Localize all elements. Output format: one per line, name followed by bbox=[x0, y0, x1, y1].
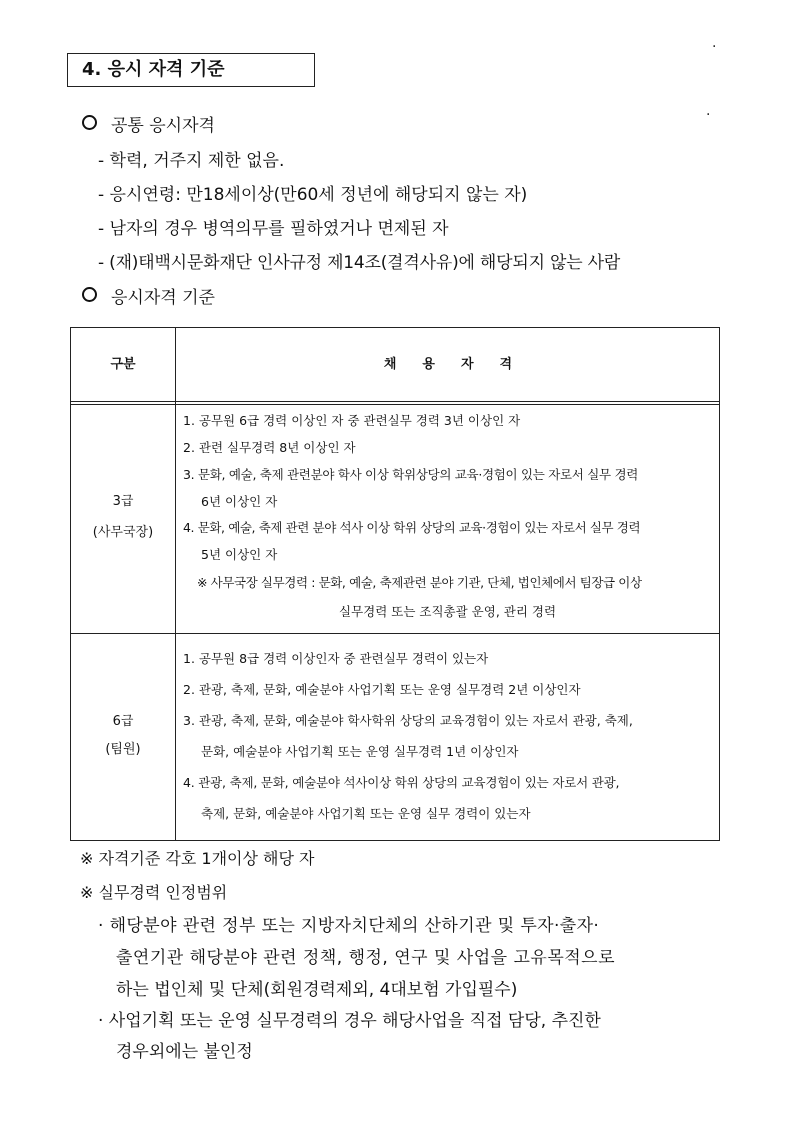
requirement-note: 실무경력 또는 조직총괄 운영, 관리 경력 bbox=[339, 604, 557, 619]
common-item: - (재)태백시문화재단 인사규정 제14조(결격사유)에 해당되지 않는 사람 bbox=[98, 253, 621, 273]
requirement-line: 5년 이상인 자 bbox=[201, 547, 278, 562]
requirement-line: 3. 문화, 예술, 축제 관련분야 학사 이상 학위상당의 교육·경험이 있는 자로서 실무 경력 bbox=[183, 467, 639, 482]
header-divider bbox=[71, 401, 719, 405]
circle-bullet-icon bbox=[82, 115, 97, 130]
requirement-line: 2. 관련 실무경력 8년 이상인 자 bbox=[183, 440, 356, 455]
common-heading-text: 공통 응시자격 bbox=[111, 116, 215, 136]
requirement-line: 1. 공무원 6급 경력 이상인 자 중 관련실무 경력 3년 이상인 자 bbox=[183, 413, 521, 428]
scan-dot: · bbox=[712, 39, 717, 55]
note-scope-heading: ※ 실무경력 인정범위 bbox=[80, 883, 228, 902]
scope-line: 하는 법인체 및 단체(회원경력제외, 4대보험 가입필수) bbox=[116, 980, 518, 1000]
note-criteria: ※ 자격기준 각호 1개이상 해당 자 bbox=[80, 849, 315, 868]
requirement-line: 3. 관광, 축제, 문화, 예술분야 학사학위 상당의 교육경험이 있는 자로서 관광, 축제, bbox=[183, 713, 633, 728]
requirement-line: 4. 문화, 예술, 축제 관련 분야 석사 이상 학위 상당의 교육·경험이 있는 자로서 실무 경력 bbox=[183, 520, 641, 535]
requirement-line: 6년 이상인 자 bbox=[201, 494, 278, 509]
scope-line: 경우외에는 불인정 bbox=[116, 1042, 253, 1062]
table-header-category: 구분 bbox=[110, 357, 136, 372]
grade-role: (사무국장) bbox=[92, 525, 154, 540]
scope-line: · 해당분야 관련 정부 또는 지방자치단체의 산하기관 및 투자·출자· bbox=[98, 916, 600, 936]
circle-bullet-icon bbox=[82, 287, 97, 302]
requirement-line: 2. 관광, 축제, 문화, 예술분야 사업기획 또는 운영 실무경력 2년 이상인자 bbox=[183, 682, 581, 697]
criteria-heading-text: 응시자격 기준 bbox=[111, 288, 215, 308]
table-header-qualification: 채용자격 bbox=[383, 357, 539, 372]
grade-label: 3급 bbox=[112, 494, 134, 509]
requirements-table bbox=[70, 327, 720, 841]
scope-line: · 사업기획 또는 운영 실무경력의 경우 해당사업을 직접 담당, 추진한 bbox=[98, 1011, 601, 1031]
scope-line: 출연기관 해당분야 관련 정책, 행정, 연구 및 사업을 고유목적으로 bbox=[116, 948, 616, 968]
requirement-line: 문화, 예술분야 사업기획 또는 운영 실무경력 1년 이상인자 bbox=[201, 744, 519, 759]
scan-dot: · bbox=[706, 107, 711, 123]
requirement-line: 축제, 문화, 예술분야 사업기획 또는 운영 실무 경력이 있는자 bbox=[201, 806, 531, 821]
requirement-line: 4. 관광, 축제, 문화, 예술분야 석사이상 학위 상당의 교육경험이 있는 자로서 관광, bbox=[183, 775, 620, 790]
common-item: - 응시연령: 만18세이상(만60세 정년에 해당되지 않는 자) bbox=[98, 185, 528, 205]
common-item: - 남자의 경우 병역의무를 필하였거나 면제된 자 bbox=[98, 219, 449, 239]
section-title: 4. 응시 자격 기준 bbox=[67, 53, 315, 87]
requirement-line: 1. 공무원 8급 경력 이상인자 중 관련실무 경력이 있는자 bbox=[183, 651, 489, 666]
criteria-heading bbox=[82, 286, 215, 310]
grade-label: 6급 bbox=[112, 714, 134, 729]
common-heading bbox=[82, 114, 215, 138]
requirement-note: ※ 사무국장 실무경력 : 문화, 예술, 축제관련 분야 기관, 단체, 법인체에서 팀장급 이상 bbox=[197, 575, 642, 590]
common-item: - 학력, 거주지 제한 없음. bbox=[98, 151, 285, 171]
grade-role: (팀원) bbox=[105, 742, 141, 757]
row-divider bbox=[71, 633, 719, 634]
